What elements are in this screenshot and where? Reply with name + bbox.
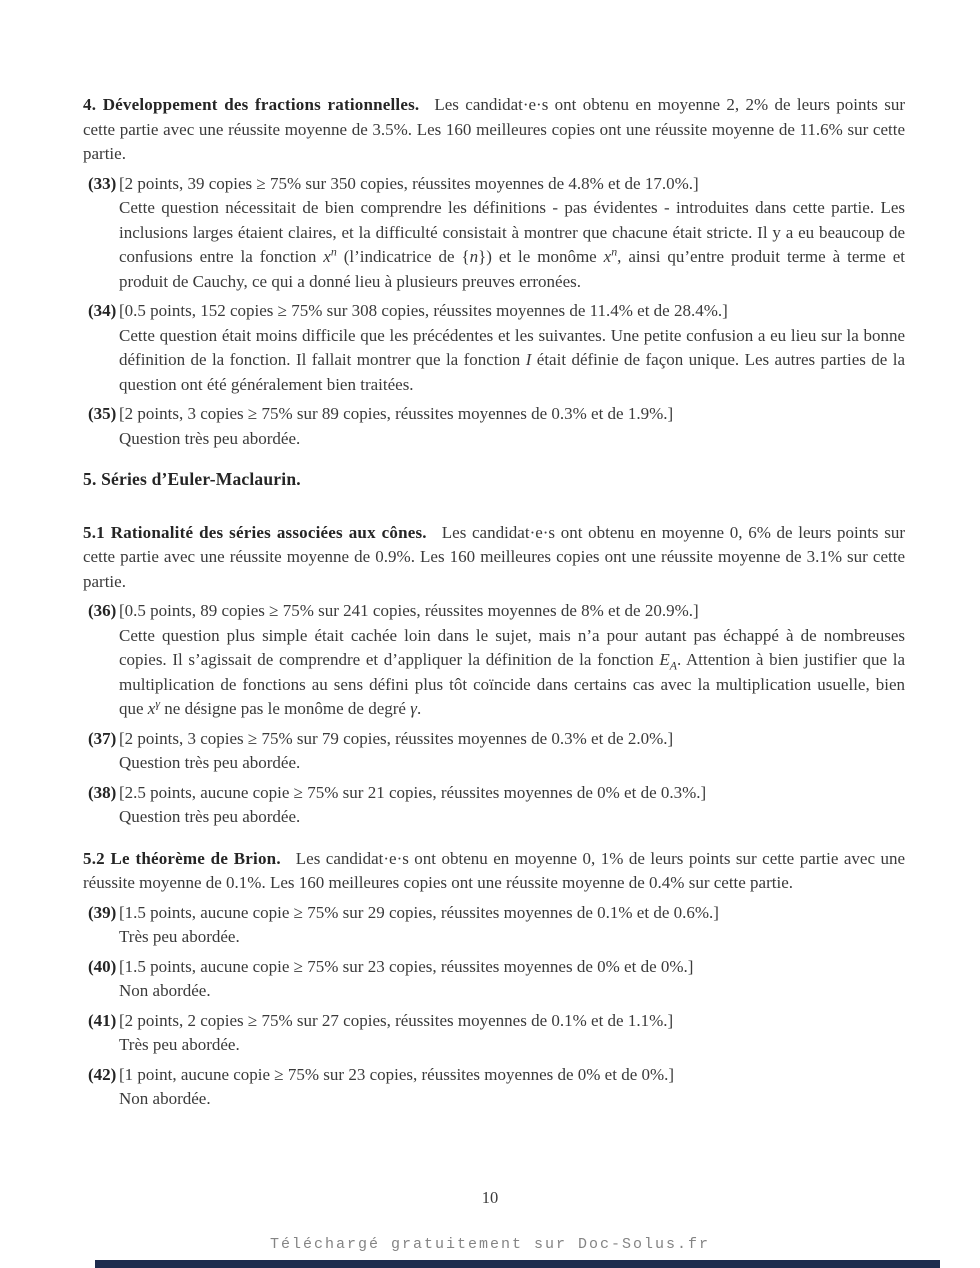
question-33-content [119,172,905,295]
section-5-1-paragraph [83,521,905,595]
question-38-content [119,781,905,830]
question-42-stats: [1 point, aucune copie ≥ 75% sur 23 copies, réussites moyennes de 0% et de 0%.] [119,1064,675,1084]
section-5-1-heading: 5.1 Rationalité des séries associées aux cônes. [83,522,427,542]
question-item-36 [83,599,905,722]
question-36-number: (36) [88,601,117,620]
question-42-number: (42) [88,1064,117,1084]
question-35-content [119,402,905,451]
question-38-stats: [2.5 points, aucune copie ≥ 75% sur 21 copies, réussites moyennes de 0% et de 0.3%.] [119,782,707,802]
question-39-content [119,901,905,950]
question-38-number: (38) [88,782,117,802]
question-35-number: (35) [88,404,117,423]
question-35-comment: Question très peu abordée. [119,428,301,448]
question-item-35 [83,402,905,451]
question-item-38 [83,781,905,830]
question-42-content [119,1063,905,1112]
bottom-bar [95,1260,940,1268]
question-34-stats: [0.5 points, 152 copies ≥ 75% sur 308 copies, réussites moyennes de 11.4% et de 28.4%.] [119,301,728,320]
question-item-34 [83,299,905,397]
question-34-content [119,299,905,397]
question-item-40 [83,955,905,1004]
section-4-heading: 4. Développement des fractions rationnelles. [83,95,420,114]
question-42-comment: Non abordée. [119,1089,211,1108]
page-content [83,93,905,1112]
question-41-comment: Très peu abordée. [119,1035,240,1054]
question-37-comment: Question très peu abordée. [119,753,301,772]
question-35-stats: [2 points, 3 copies ≥ 75% sur 89 copies, réussites moyennes de 0.3% et de 1.9%.] [119,404,674,423]
question-item-39 [83,901,905,950]
question-40-comment: Non abordée. [119,981,211,1000]
question-40-number: (40) [88,956,117,976]
section-5-2-intro-text: Les candidat·e·s ont obtenu en moyenne 0, 1% de leurs points sur cette partie avec une réussite moyenne de 0.1%. Les 160 meilleures copies ont une réussite moyenne de 0.4% sur cette partie. [83,848,906,892]
section-4-paragraph [83,93,905,167]
section-5-2-paragraph [83,847,905,896]
question-39-stats: [1.5 points, aucune copie ≥ 75% sur 29 copies, réussites moyennes de 0.1% et de 0.6%.] [119,902,719,922]
section-4-intro-text: Les candidat·e·s ont obtenu en moyenne 2, 2% de leurs points sur cette partie avec une réussite moyenne de 3.5%. Les 160 meilleures copies ont une réussite moyenne de 11.6% sur cette partie. [83,95,905,163]
question-33-number: (33) [88,173,117,193]
question-item-42 [83,1063,905,1112]
question-item-41 [83,1009,905,1058]
question-39-number: (39) [88,902,117,922]
question-40-stats: [1.5 points, aucune copie ≥ 75% sur 23 copies, réussites moyennes de 0% et de 0%.] [119,956,694,976]
question-38-comment: Question très peu abordée. [119,807,301,826]
question-40-content [119,955,905,1004]
question-41-content [119,1009,905,1058]
question-34-number: (34) [88,301,117,320]
question-37-content [119,727,905,776]
question-39-comment: Très peu abordée. [119,927,240,946]
question-33-stats: [2 points, 39 copies ≥ 75% sur 350 copies, réussites moyennes de 4.8% et de 17.0%.] [119,173,699,193]
question-41-number: (41) [88,1010,117,1030]
question-36-stats: [0.5 points, 89 copies ≥ 75% sur 241 copies, réussites moyennes de 8% et de 20.9%.] [119,601,699,620]
question-41-stats: [2 points, 2 copies ≥ 75% sur 27 copies, réussites moyennes de 0.1% et de 1.1%.] [119,1010,674,1030]
question-item-33 [83,172,905,295]
question-36-comment: Cette question plus simple était cachée loin dans le sujet, mais n’a pour autant pas échappé à de nombreuses copies. Il s’agissait de comprendre et d’appliquer la définition de la fonction $E_A$. Attention à bien justifier que la multiplication de fonctions au sens défini plus tôt coïncide dans certains cas avec la multiplication usuelle, bien que $x^\gamma$ ne désigne pas le monôme de degré γ. [119,625,906,718]
watermark-footer: Téléchargé gratuitement sur Doc-Solus.fr [269,1236,711,1253]
question-34-comment: Cette question était moins difficile que les précédentes et les suivantes. Une petite confusion a eu lieu sur la bonne définition de la fonction. Il fallait montrer que la fonction I était définie de façon unique. Les autres parties de la question ont été généralement bien traitées. [119,325,905,394]
section-5-2-heading: 5.2 Le théorème de Brion. [83,848,281,868]
question-36-content [119,599,905,722]
question-33-comment: Cette question nécessitait de bien comprendre les définitions - pas évidentes - introduites dans cette partie. Les inclusions larges étaient claires, et la difficulté consistait à montrer que chacune était stricte. Il y a eu beaucoup de confusions entre la fonction $x^n$ (l’indicatrice de {n}) et le monôme $x^n$, ainsi qu’entre produit terme à terme et produit de Cauchy, ce qui a donné lieu à plusieurs preuves erronées. [119,198,905,291]
question-37-number: (37) [88,728,117,748]
section-5-1-intro-text: Les candidat·e·s ont obtenu en moyenne 0, 6% de leurs points sur cette partie avec une réussite moyenne de 0.9%. Les 160 meilleures copies ont une réussite moyenne de 3.1% sur cette partie. [83,522,905,591]
section-5-heading: 5. Séries d’Euler-Maclaurin. [83,469,301,489]
question-37-stats: [2 points, 3 copies ≥ 75% sur 79 copies, réussites moyennes de 0.3% et de 2.0%.] [119,728,674,748]
page-number: 10 [481,1188,499,1207]
question-item-37 [83,727,905,776]
